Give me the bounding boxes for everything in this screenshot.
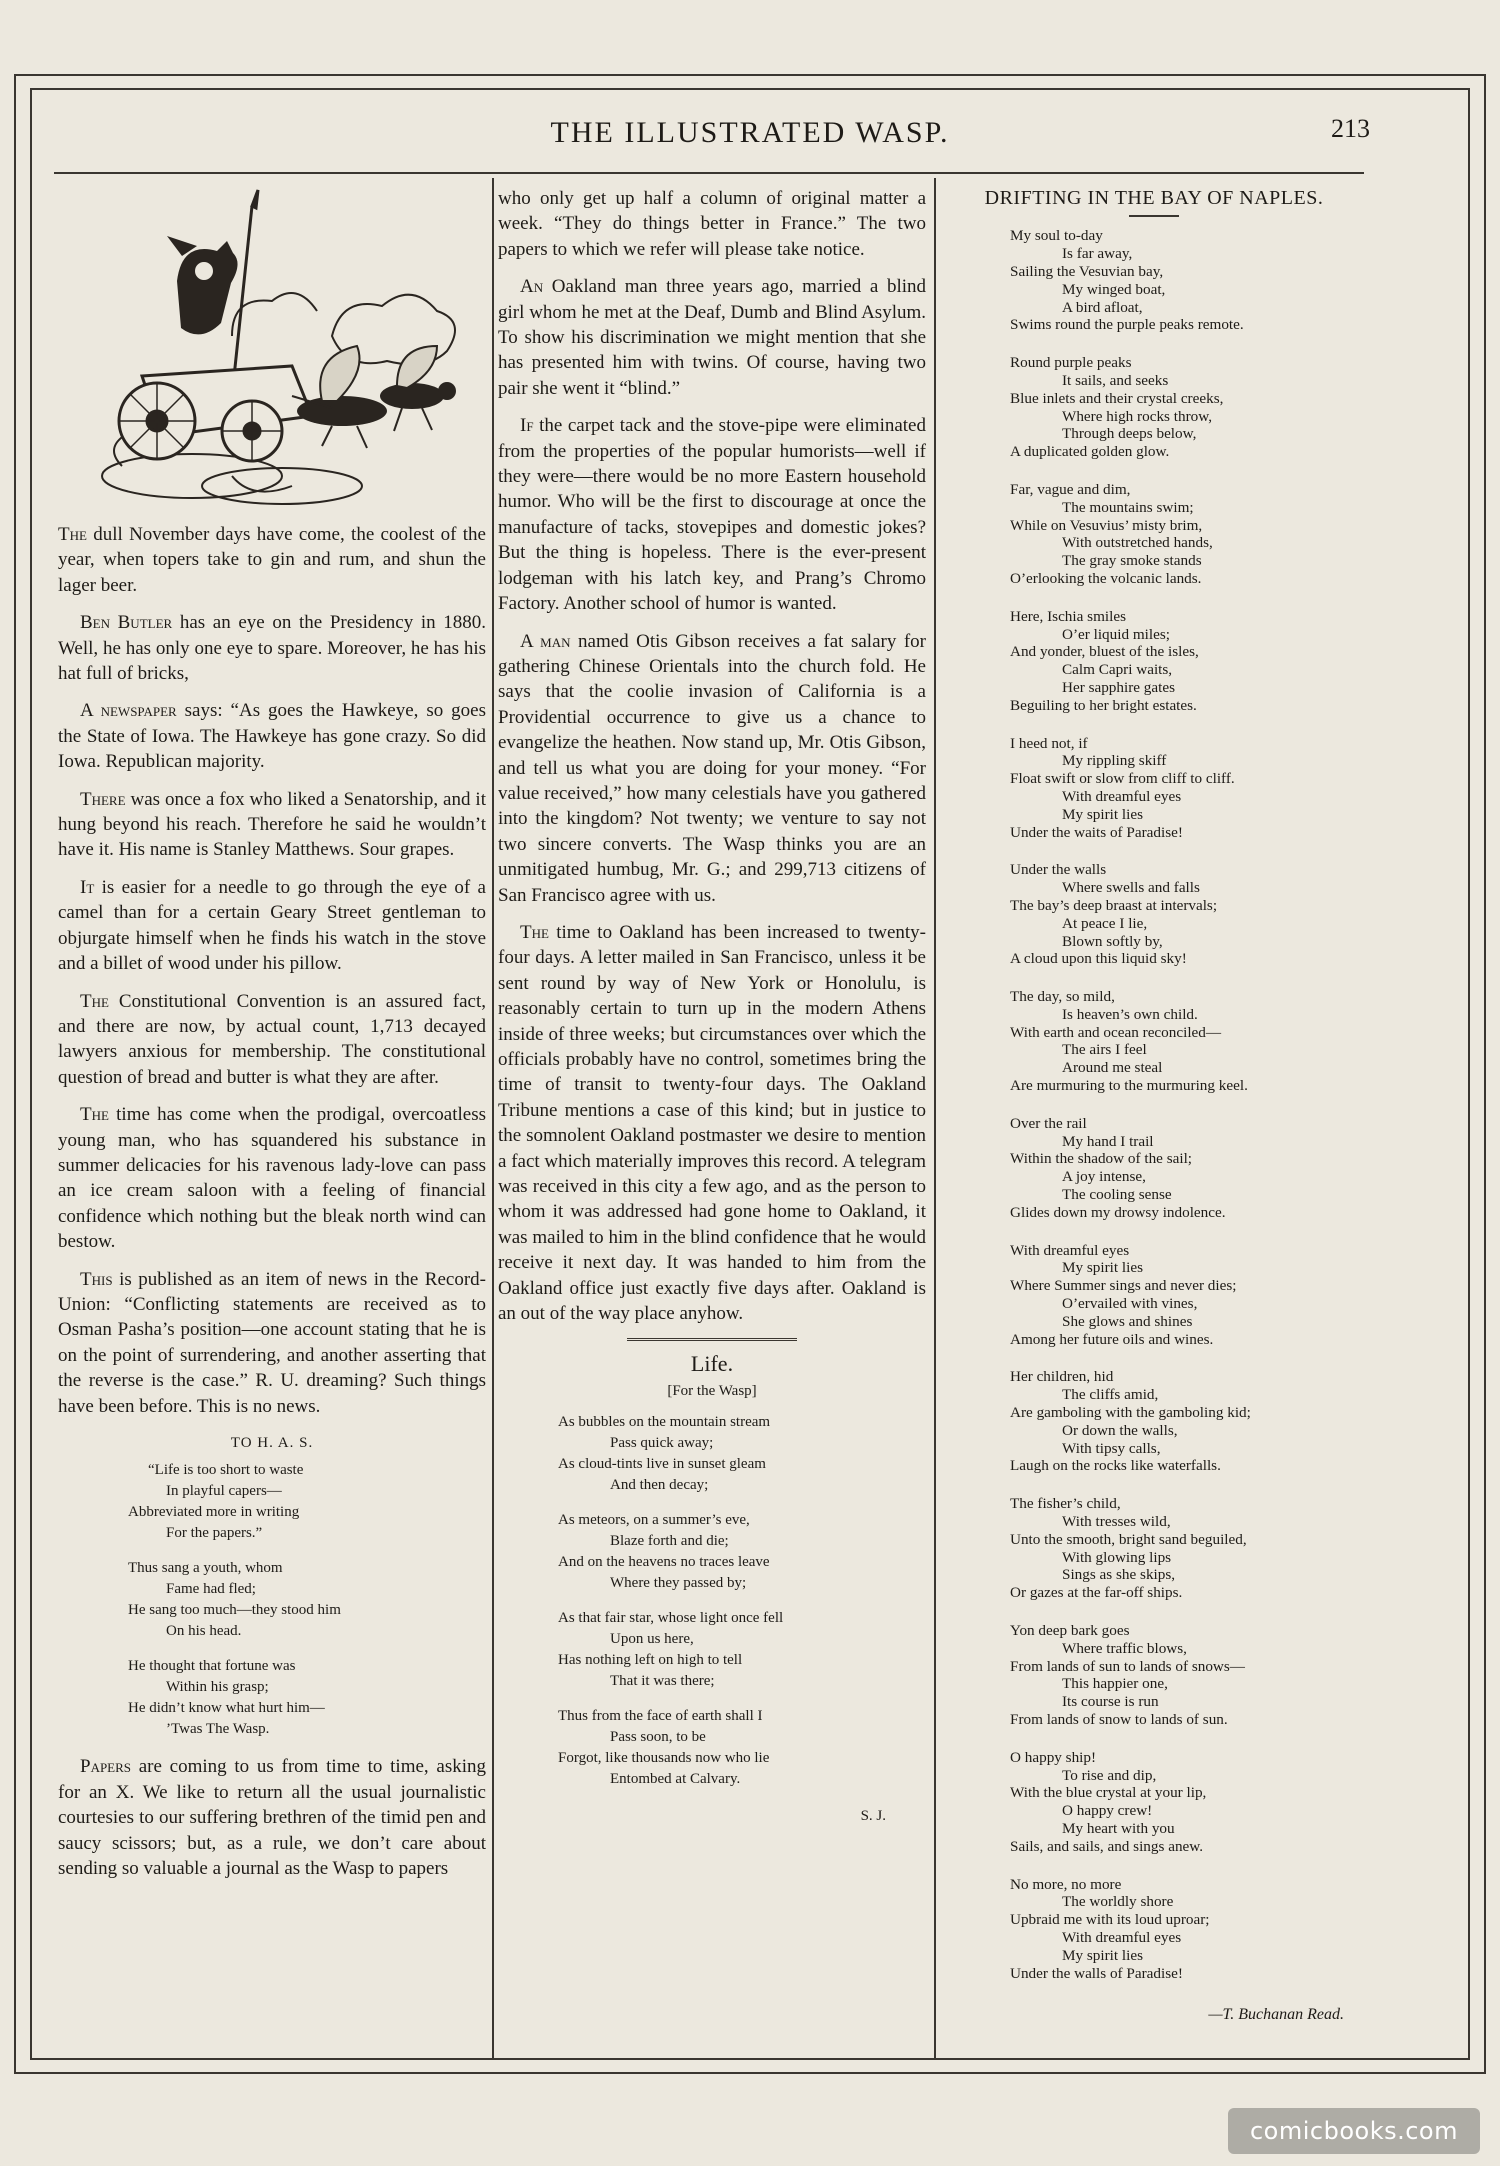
poem-line: Unto the smooth, bright sand beguiled, [1010, 1530, 1247, 1548]
item-text: says: “As goes the Hawkeye, so goes the State of Iowa. The Hawkeye has gone crazy. So did Iowa. Republican majority. [58, 700, 486, 773]
poem-line: Where Summer sings and never dies; [1010, 1277, 1237, 1295]
stanza [58, 1460, 486, 1544]
stanza [498, 1706, 926, 1790]
item-text: the carpet tack and the stove-pipe were eliminated from the properties of the popular humorists—well if they were—there would be no more Eastern household humor. Who will be the first to discourage at once the manufacture of tacks, stovepipes and domestic jokes? But the thing is hopeless. There is the ever-present lodgeman with his latch key, and Prang’s Chromo Factory. Another school of humor is wanted. [498, 415, 926, 615]
poem-line: Pass quick away; [610, 1435, 714, 1452]
poem-line: With earth and ocean reconciled— [1010, 1023, 1222, 1041]
poem-line: Round purple peaks [1010, 354, 1132, 372]
poem-line: With tresses wild, [1062, 1513, 1171, 1531]
header-rule [54, 172, 1364, 174]
poem-line: A cloud upon this liquid sky! [1010, 950, 1187, 968]
poem-line: Sailing the Vesuvian bay, [1010, 263, 1164, 280]
poem-line: Fame had fled; [166, 1581, 256, 1598]
poem-line: With dreamful eyes [1010, 1241, 1130, 1259]
poem-line: ’Twas The Wasp. [166, 1721, 270, 1738]
item-lead: There [80, 788, 126, 810]
poem-line: The fisher’s child, [1010, 1495, 1121, 1513]
item-lead: Ben Butler [80, 612, 173, 634]
item-lead: This [80, 1268, 113, 1290]
poem-line: Where high rocks throw, [1062, 407, 1212, 425]
wasp-chariot-cartoon [82, 186, 462, 516]
poem-line: The airs I feel [1062, 1041, 1147, 1059]
stanza [940, 481, 1368, 588]
column-divider-2 [934, 178, 936, 2058]
poem-line: Or down the walls, [1062, 1421, 1178, 1439]
poem-line: Under the walls of Paradise! [1010, 1964, 1183, 1982]
poem-line: While on Vesuvius’ misty brim, [1010, 516, 1203, 534]
column-right [940, 186, 1368, 2028]
poem-line: With outstretched hands, [1062, 534, 1213, 552]
poem-line: A bird afloat, [1062, 298, 1143, 316]
item-lead: A man [520, 630, 571, 652]
stanza [58, 1656, 486, 1740]
poem-line: My spirit lies [1062, 805, 1144, 823]
poem-line: Blaze forth and die; [610, 1533, 729, 1550]
item-text: is published as an item of news in the Record-Union: “Conflicting statements are received as to Osman Pasha’s position—one account stating that he is on the point of surrendering, and another asserting that the reverse is the case.” R. U. dreaming? Such things have been before. This is no news. [58, 1268, 486, 1417]
poem-line: Are murmuring to the murmuring keel. [1010, 1077, 1248, 1095]
item-text: was once a fox who liked a Senatorship, and it hung beyond his reach. Therefore he said he wouldn’t have it. His name is Stanley Matthews. Sour grapes. [58, 788, 486, 861]
item-text: has an eye on the Presidency in 1880. Well, he has only one eye to spare. Moreover, he has his hat full of bricks, [58, 612, 487, 685]
poem-line: Here, Ischia smiles [1010, 607, 1126, 625]
poem-drifting-bay-of-naples [940, 227, 1368, 1982]
poem-line: Is far away, [1062, 245, 1133, 263]
poem-line: Beguiling to her bright estates. [1010, 696, 1197, 714]
poem-line: Under the waits of Paradise! [1010, 823, 1183, 841]
item-text: Oakland man three years ago, married a blind girl whom he met at the Deaf, Dumb and Blind Asylum. To show his discrimination we might mention that she has presented him with twins. Of course, having two pair she went it “blind.” [498, 276, 926, 399]
poem-line: Within the shadow of the sail; [1010, 1150, 1193, 1168]
item-lead: The [80, 1104, 109, 1126]
stanza [940, 1368, 1368, 1475]
poem-line: Under the walls [1010, 861, 1107, 879]
stanza [940, 227, 1368, 334]
poem-line: O’erlooking the volcanic lands. [1010, 569, 1202, 587]
poem-line: Where they passed by; [610, 1575, 747, 1592]
poem-line: Upon us here, [610, 1631, 694, 1648]
poem-line: He thought that fortune was [128, 1658, 296, 1675]
poem-line: The worldly shore [1062, 1893, 1174, 1911]
title-rule [1129, 215, 1179, 217]
poem-subtitle-life: [For the Wasp] [667, 1382, 757, 1399]
poem-line: With dreamful eyes [1062, 1928, 1182, 1946]
poem-line: That it was there; [610, 1673, 715, 1690]
poem-line: O’er liquid miles; [1062, 625, 1170, 643]
poem-line: To rise and dip, [1062, 1766, 1157, 1784]
stanza [940, 735, 1368, 842]
poem-line: O happy crew! [1062, 1802, 1153, 1820]
poem-line: From lands of sun to lands of snows— [1010, 1657, 1245, 1675]
stanza [940, 1495, 1368, 1602]
stanza [498, 1608, 926, 1692]
column-left [58, 186, 486, 1893]
poem-title-naples: DRIFTING IN THE BAY OF NAPLES. [984, 187, 1324, 209]
poem-line: He sang too much—they stood him [128, 1602, 341, 1619]
poem-line: The cliffs amid, [1062, 1386, 1159, 1404]
poem-line: “Life is too short to waste [148, 1462, 304, 1479]
poem-line: Has nothing left on high to tell [558, 1652, 743, 1669]
continued-text: who only get up half a column of original matter a week. “They do things better in France.” The two papers to which we refer will please take notice. [498, 188, 926, 260]
poem-line: Is heaven’s own child. [1062, 1005, 1198, 1023]
poem-title-to-has: TO H. A. S. [230, 1435, 314, 1451]
poem-line: The bay’s deep braast at intervals; [1010, 896, 1218, 914]
item-lead: If [520, 415, 534, 437]
poem-line: Blue inlets and their crystal creeks, [1010, 389, 1224, 407]
poem-line: My soul to-day [1010, 227, 1103, 245]
poem-line: As cloud-tints live in sunset gleam [558, 1456, 766, 1473]
poem-line: Her sapphire gates [1062, 678, 1176, 696]
item-lead: An [520, 276, 544, 298]
site-watermark: comicbooks.com [1228, 2108, 1480, 2154]
poem-line: Her children, hid [1010, 1368, 1114, 1386]
section-rule [627, 1338, 797, 1341]
poem-line: My winged boat, [1062, 280, 1166, 298]
poem-line: From lands of snow to lands of sun. [1010, 1710, 1228, 1728]
poem-line: Through deeps below, [1062, 425, 1197, 443]
column-middle [498, 186, 926, 1830]
poem-line: Thus from the face of earth shall I [558, 1708, 763, 1725]
poem-line: Its course is run [1062, 1693, 1159, 1711]
poem-line: With tipsy calls, [1062, 1439, 1161, 1457]
poem-line: Yon deep bark goes [1010, 1622, 1130, 1639]
poem-line: Are gamboling with the gamboling kid; [1010, 1404, 1251, 1422]
poem-line: Blown softly by, [1062, 932, 1163, 950]
poem-line: And on the heavens no traces leave [558, 1554, 770, 1571]
poem-line: Or gazes at the far-off ships. [1010, 1584, 1183, 1602]
poem-line: Abbreviated more in writing [128, 1504, 300, 1521]
stanza [940, 1749, 1368, 1856]
item-text: are coming to us from time to time, asking for an X. We like to return all the usual journalistic courtesies to our suffering brethren of the timid pen and saucy scissors; but, as a rule, we don’t care about sending so valuable a journal as the Wasp to papers [58, 1756, 486, 1880]
poem-line: No more, no more [1010, 1875, 1122, 1893]
poem-line: As meteors, on a summer’s eve, [558, 1512, 750, 1529]
poem-line: Far, vague and dim, [1010, 480, 1131, 498]
poem-line: Laugh on the rocks like waterfalls. [1010, 1457, 1221, 1475]
item-lead: The [58, 524, 87, 545]
stanza [940, 608, 1368, 715]
poem-line: In playful capers— [166, 1483, 282, 1500]
item-text: is easier for a needle to go through the eye of a camel than for a certain Geary Street gentleman to objurgate himself when he finds his watch in the stove and a billet of wood under his pillow. [58, 876, 486, 975]
stanza [940, 988, 1368, 1095]
poem-line: Sings as she skips, [1062, 1566, 1176, 1584]
poem-line: I heed not, if [1010, 734, 1088, 752]
poem-line: My spirit lies [1062, 1946, 1144, 1964]
poem-line: Float swift or slow from cliff to cliff. [1010, 770, 1235, 788]
poem-line: Around me steal [1062, 1059, 1163, 1077]
poem-line: A joy intense, [1062, 1168, 1146, 1186]
item-lead: Papers [80, 1756, 132, 1778]
column-divider-1 [492, 178, 494, 2058]
page-number: 213 [1331, 114, 1370, 143]
poem-line: The day, so mild, [1010, 988, 1115, 1006]
poem-line: The gray smoke stands [1062, 552, 1202, 570]
poem-line: Thus sang a youth, whom [128, 1560, 283, 1577]
poem-line: Glides down my drowsy indolence. [1010, 1203, 1226, 1221]
item-text: Constitutional Convention is an assured fact, and there are now, by actual count, 1,713 decayed lawyers anxious for membership. The constitutional question of bread and butter is what they are after. [58, 990, 486, 1088]
poem-line: At peace I lie, [1062, 914, 1148, 932]
item-text: named Otis Gibson receives a fat salary for gathering Chinese Orientals into the church fold. He says that the coolie invasion of California is a Providential occurrence to give us a chance to evangelize the heathen. Now stand up, Mr. Otis Gibson, and tell us what you are doing for your money. “For value received,” how many celestials have you gathered into the kingdom? Not twenty; we venture to say not two sincere converts. The Wasp thinks you are an unmitigated humbug, Mr. G.; and 299,713 citizens of San Francisco agree with us. [498, 630, 926, 906]
poem-line: As that fair star, whose light once fell [558, 1610, 784, 1627]
poem-line: Within his grasp; [166, 1679, 269, 1696]
poem-line: Pass soon, to be [610, 1729, 706, 1746]
poem-line: My hand I trail [1062, 1132, 1154, 1150]
poem-line: With the blue crystal at your lip, [1010, 1784, 1207, 1802]
item-lead: It [80, 876, 95, 898]
poem-line: O’ervailed with vines, [1062, 1295, 1198, 1313]
item-lead: The [80, 990, 109, 1012]
poem-attribution: —T. Buchanan Read. [1208, 2006, 1344, 2024]
poem-line: And then decay; [610, 1477, 709, 1494]
poem-line: O happy ship! [1010, 1748, 1097, 1766]
item-text: time has come when the prodigal, overcoatless young man, who has squandered his substance in summer delicacies for his ravenous lady-love can pass an ice cream saloon with a feeling of financial confidence which nothing but the bleak north wind can bestow. [58, 1104, 486, 1253]
item-text: dull November days have come, the coolest of the year, when topers take to gin and rum, and shun the lager beer. [58, 524, 486, 596]
poem-line: My heart with you [1062, 1819, 1175, 1837]
poem-line: Forgot, like thousands now who lie [558, 1750, 770, 1767]
poem-line: And yonder, bluest of the isles, [1010, 643, 1199, 661]
poem-line: For the papers.” [166, 1525, 263, 1542]
poem-line: With glowing lips [1062, 1548, 1172, 1566]
poem-line: Among her future oils and wines. [1010, 1330, 1214, 1348]
poem-line: This happier one, [1062, 1675, 1168, 1693]
poem-to-has [58, 1460, 486, 1740]
poem-line: She glows and shines [1062, 1312, 1193, 1330]
stanza [940, 1242, 1368, 1349]
poem-line: A duplicated golden glow. [1010, 443, 1170, 461]
poem-line: With dreamful eyes [1062, 787, 1182, 805]
poem-line: Where traffic blows, [1062, 1639, 1187, 1657]
poem-line: Over the rail [1010, 1114, 1087, 1132]
poem-line: He didn’t know what hurt him— [128, 1700, 325, 1717]
item-lead: A newspaper [80, 700, 177, 722]
stanza [58, 1558, 486, 1642]
poem-line: Entombed at Calvary. [610, 1771, 741, 1788]
poem-line: Upbraid me with its loud uproar; [1010, 1911, 1210, 1929]
item-lead: The [520, 921, 549, 943]
stanza [498, 1412, 926, 1496]
poem-line: As bubbles on the mountain stream [558, 1414, 771, 1431]
poem-line: The cooling sense [1062, 1186, 1172, 1204]
poem-line: It sails, and seeks [1062, 371, 1169, 389]
poem-title-life: Life. [690, 1351, 734, 1377]
stanza [940, 1622, 1368, 1729]
poem-line: My rippling skiff [1062, 752, 1167, 770]
poem-signature: S. J. [860, 1808, 886, 1825]
poem-line: Sails, and sails, and sings anew. [1010, 1837, 1204, 1855]
item-text: time to Oakland has been increased to twenty-four days. A letter mailed in San Francisco, unless it be sent round by way of New York or Honolulu, is reasonably certain to turn up in the modern Athens inside of three weeks; but circumstances over which the officials probably have no control, sometimes bring the time of transit to twenty-four days. The Oakland Tribune mentions a case of this kind; but in justice to the somnolent Oakland postmaster we desire to mention a fact which materially improves this record. A telegram was received in this city a few ago, and as the person to whom it was addressed had gone home to Oakland, it was mailed to him in the blind confidence that he would receive it next day. It was handed to him from the Oakland office just exactly five days after. Oakland is an out of the way place anyhow. [498, 921, 926, 1325]
poem-line: The mountains swim; [1062, 498, 1194, 516]
stanza [940, 1115, 1368, 1222]
poem-line: On his head. [166, 1623, 242, 1640]
stanza [940, 354, 1368, 461]
stanza [498, 1510, 926, 1594]
poem-line: Where swells and falls [1062, 879, 1200, 897]
stanza [940, 861, 1368, 968]
poem-line: My spirit lies [1062, 1259, 1144, 1277]
poem-line: Calm Capri waits, [1062, 661, 1173, 679]
poem-line: Swims round the purple peaks remote. [1010, 316, 1244, 334]
stanza [940, 1876, 1368, 1983]
masthead-title: THE ILLUSTRATED WASP. [550, 116, 950, 149]
poem-life [498, 1412, 926, 1790]
